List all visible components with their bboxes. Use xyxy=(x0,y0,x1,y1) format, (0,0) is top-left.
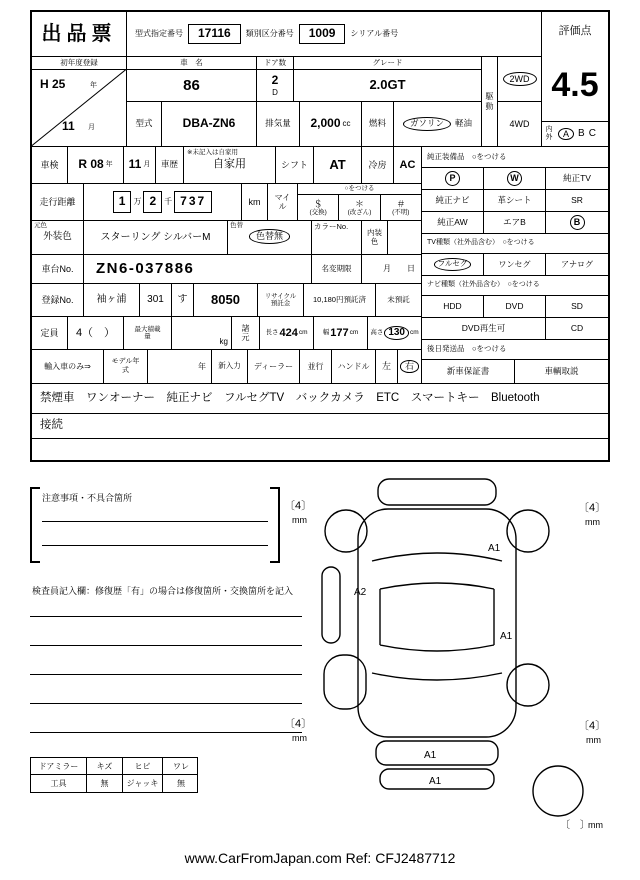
tread-bottom-left-unit: mm xyxy=(292,733,307,743)
width-unit: cm xyxy=(349,329,359,337)
grade-c: C xyxy=(588,128,596,140)
handle-left: 左 xyxy=(376,350,398,384)
mile-opt-tampered xyxy=(339,195,380,220)
shaken-label: 車検 xyxy=(32,147,68,184)
grade-a-circled: A xyxy=(558,128,574,140)
mile-opt-exchange xyxy=(298,195,339,220)
registration-label: 登録No. xyxy=(32,284,84,317)
writing-line-5 xyxy=(30,732,302,733)
roof-front-line xyxy=(380,583,494,589)
model-value: DBA-ZN6 xyxy=(162,102,257,147)
grade-header: グレード xyxy=(294,57,482,70)
import-only-label: 輸入車のみ⇒ xyxy=(32,350,104,384)
tread-bottom-right-unit: mm xyxy=(586,735,601,745)
car-outline-group xyxy=(322,479,583,816)
shaken-year-value: R 08 xyxy=(78,157,104,172)
notes-left-bracket xyxy=(30,487,40,563)
rear-deck-line xyxy=(372,673,502,680)
rear-window-top-line xyxy=(380,645,494,651)
color-change-none-circled: 色替無 xyxy=(249,229,290,243)
man-unit: 万 xyxy=(133,197,142,207)
name-change-label xyxy=(312,255,362,284)
equip-airbag: エアB xyxy=(484,212,546,234)
spare-tire-circle xyxy=(533,766,583,816)
break-label: ワレ xyxy=(173,761,189,771)
handle-right-cell xyxy=(398,350,422,384)
drive-options xyxy=(498,57,541,146)
shift-value: AT xyxy=(314,147,362,184)
displacement-value: 2,000 xyxy=(310,116,341,131)
color-change-cell xyxy=(228,221,312,255)
fuel-label: 燃料 xyxy=(362,102,394,147)
model-label: 型式 xyxy=(127,102,162,147)
shaken-year-unit: 年 xyxy=(105,160,113,168)
ac-value: AC xyxy=(394,147,422,184)
watermark-footer: www.CarFromJapan.com Ref: CFJ2487712 xyxy=(184,850,456,866)
load-label-cell xyxy=(124,317,172,350)
mile-label-text: マイル xyxy=(274,192,291,211)
front-left-wheel xyxy=(325,510,367,552)
equip-genuine-aw: 純正AW xyxy=(422,212,484,234)
exterior-color-value: スターリング シルバーM xyxy=(84,221,228,255)
tv-one-seg: ワンセグ xyxy=(484,254,546,276)
tools-table-row2 xyxy=(31,775,197,792)
name-change-value: 月 日 xyxy=(362,255,422,284)
inspector-note: 検査員記入欄：修復歴「有」の場合は修復箇所・交換箇所を記入 xyxy=(32,586,294,596)
doors-value: 2 xyxy=(271,73,279,87)
rear-bumper-shape xyxy=(376,741,498,765)
navi-dvd: DVD xyxy=(484,296,546,318)
grade-value: 2.0GT xyxy=(294,70,482,102)
interior-color-label-cell xyxy=(362,221,388,255)
tread-top-left-unit: mm xyxy=(292,515,307,525)
mile-opt1-symbol: ＄ xyxy=(313,198,323,209)
shaken-year-cell xyxy=(68,147,124,184)
model-year-value-cell: 年 xyxy=(148,350,212,384)
class-code-value: 1009 xyxy=(299,24,346,44)
fuel-gasoline-circled: ガソリン xyxy=(403,117,451,131)
parallel-cell: 並行 xyxy=(300,350,332,384)
score-label: 評価点 xyxy=(558,24,592,37)
notes-line-2 xyxy=(42,545,268,546)
mileage-rest-digits: 737 xyxy=(174,191,212,213)
registration-number: 8050 xyxy=(194,284,258,317)
height-value-circled: 130 xyxy=(384,326,409,340)
model-designation-value: 17116 xyxy=(188,24,241,44)
color-change-label: 色替 xyxy=(230,222,243,229)
width-cell xyxy=(314,317,368,350)
inout-label: 内外 xyxy=(545,125,553,141)
score-value: 4.5 xyxy=(542,50,608,122)
history-value: 自家用 xyxy=(213,158,246,171)
cc-unit: cc xyxy=(342,119,351,129)
dimensions-label-cell xyxy=(232,317,260,350)
notes-line-1 xyxy=(42,521,268,522)
car-name-header: 車 名 xyxy=(127,57,257,70)
chassis-label: 車台No. xyxy=(32,255,84,284)
color-no-label: カラーNo. xyxy=(314,222,349,231)
shift-label: シフト xyxy=(276,147,314,184)
width-value: 177 xyxy=(330,326,349,339)
equip-sunroof: SR xyxy=(546,190,608,212)
circled-p: P xyxy=(445,171,460,186)
sales-points-line2: 接続 xyxy=(32,414,608,439)
car-top-view-diagram xyxy=(282,473,622,835)
shaken-month-unit: 月 xyxy=(143,160,151,168)
mile-opt3-sub: (不明) xyxy=(392,208,410,216)
mile-opt1-sub: (交換) xyxy=(309,208,327,216)
notes-title: 注意事項・不具合箇所 xyxy=(42,493,133,503)
chassis-value: ZN6-037886 xyxy=(84,255,312,284)
panel-mark-a1-front: A1 xyxy=(488,543,501,554)
dealer-cell: ディーラー xyxy=(248,350,300,384)
fuel-diesel: 軽油 xyxy=(455,118,473,129)
recycle-deposited: 10,180円預託済 xyxy=(304,284,376,317)
circled-w: W xyxy=(507,171,522,186)
drive-2wd-box xyxy=(498,57,541,102)
mile-opt2-symbol: ＊ xyxy=(354,198,364,209)
later-shipping-header: 後日発送品 ○をつける xyxy=(422,340,608,360)
name-change-label-text: 名変期限 xyxy=(321,263,352,273)
base-color-label: 元色 xyxy=(34,222,47,229)
shaken-month-cell xyxy=(124,147,156,184)
form-title: 出品票 xyxy=(32,12,127,57)
tread-top-right-unit: mm xyxy=(585,517,600,527)
load-kg-cell: kg xyxy=(172,317,232,350)
displacement-label: 排気量 xyxy=(257,102,300,147)
interior-color-value-cell xyxy=(388,221,422,255)
sales-points-line1: 禁煙車 ワンオーナー 純正ナビ フルセグTV バックカメラ ETC スマートキー Bluetooth xyxy=(32,384,608,414)
height-label: 高さ xyxy=(370,329,384,337)
mile-label xyxy=(268,184,298,221)
serial-label: シリアル番号 xyxy=(350,29,399,39)
mile-options-cell xyxy=(298,184,422,221)
navi-sd: SD xyxy=(546,296,608,318)
drive-label-box xyxy=(482,57,498,146)
left-sill-panel xyxy=(322,567,340,643)
rear-left-wheel xyxy=(324,655,366,709)
drive-cell xyxy=(482,57,542,147)
tools-label: 工具 xyxy=(31,775,87,792)
tools-table-row1 xyxy=(31,758,197,775)
sen-unit: 千 xyxy=(164,197,173,207)
writing-line-2 xyxy=(30,645,302,646)
model-designation-label: 型式指定番号 xyxy=(135,29,183,39)
history-label: 車歴 xyxy=(156,147,184,184)
spare-tread-unit: mm xyxy=(588,820,603,830)
length-label: 長さ xyxy=(265,329,279,337)
first-registration-cell xyxy=(32,70,127,147)
full-seg-circled: フルセグ xyxy=(434,258,472,271)
height-unit: cm xyxy=(410,329,419,337)
length-unit: cm xyxy=(298,329,308,337)
scratch-label: キズ xyxy=(87,758,123,774)
exterior-color-label-cell xyxy=(32,221,84,255)
notes-box xyxy=(30,487,280,563)
mile-opt-unknown xyxy=(381,195,421,220)
first-registration-header: 初年度登録 xyxy=(32,57,127,70)
writing-line-4 xyxy=(30,703,302,704)
tread-bottom-right-value: 〔4〕 xyxy=(578,720,607,732)
recycle-label-cell xyxy=(258,284,304,317)
tools-none-value: 無 xyxy=(87,775,123,792)
exterior-color-label: 外装色 xyxy=(43,231,72,243)
dimensions-label: 諸元 xyxy=(241,323,250,342)
ac-label: 冷房 xyxy=(362,147,394,184)
drive-4wd-box xyxy=(498,102,541,146)
tv-full-seg-cell xyxy=(422,254,484,276)
load-label: 最大積載量 xyxy=(134,325,161,340)
spare-tread-brackets: 〔 〕 xyxy=(560,820,590,831)
first-reg-year-value: H 25 xyxy=(40,77,66,91)
grade-b: B xyxy=(578,128,585,140)
recycle-label: リサイクル預託金 xyxy=(264,292,297,307)
model-year-label-cell xyxy=(104,350,148,384)
panel-mark-a2-left: A2 xyxy=(354,587,367,598)
car-name-value: 86 xyxy=(127,70,257,102)
equip-power-steering-cell xyxy=(422,168,484,190)
km-unit: km xyxy=(242,184,268,221)
tread-top-right-value: 〔4〕 xyxy=(578,502,607,514)
tv-analog: アナログ xyxy=(546,254,608,276)
tools-table xyxy=(30,757,198,793)
tread-top-left-value: 〔4〕 xyxy=(284,500,313,512)
navi-type-header: ナビ種類（社外品含む） ○をつける xyxy=(422,276,608,296)
equip-b-cell xyxy=(546,212,608,234)
history-cell xyxy=(184,147,276,184)
equip-power-window-cell xyxy=(484,168,546,190)
displacement-cell xyxy=(300,102,362,147)
tv-type-header: TV種類（社外品含む） ○をつける xyxy=(422,234,608,254)
mileage-digits-cell xyxy=(84,184,242,221)
fuel-cell xyxy=(394,102,482,147)
equip-genuine-navi: 純正ナビ xyxy=(422,190,484,212)
notes-right-bracket xyxy=(270,487,280,563)
windshield-top-line xyxy=(372,553,502,561)
mileage-sen-digit: 2 xyxy=(143,191,162,213)
writing-line-1 xyxy=(30,616,302,617)
history-note: ※未記入は自家用 xyxy=(187,149,238,156)
jack-label: ジャッキ xyxy=(123,775,163,792)
doors-header: ドア数 xyxy=(257,57,294,70)
panel-mark-a1-rear-lower: A1 xyxy=(429,776,442,787)
front-right-wheel xyxy=(507,510,549,552)
equip-leather-seat: 革シート xyxy=(484,190,546,212)
tread-bottom-left-value: 〔4〕 xyxy=(284,718,313,730)
sales-points-empty-line xyxy=(32,439,608,460)
panel-mark-a1-rear-upper: A1 xyxy=(424,750,437,761)
doors-cell xyxy=(257,70,294,102)
recycle-not-deposited: 未預託 xyxy=(376,284,422,317)
equipment-header: 純正装備品 ○をつける xyxy=(422,147,608,168)
first-reg-year-unit: 年 xyxy=(90,82,97,89)
writing-line-3 xyxy=(30,674,302,675)
mile-opt2-sub: (改ざん) xyxy=(347,208,372,216)
mileage-label: 走行距離 xyxy=(32,184,84,221)
length-cell xyxy=(260,317,314,350)
shaken-month-value: 11 xyxy=(128,157,142,172)
mile-options-row xyxy=(298,195,421,220)
drive-2wd-circled: 2WD xyxy=(503,72,537,86)
first-reg-month-value: 11 xyxy=(62,119,75,133)
drive-4wd: 4WD xyxy=(509,118,530,129)
new-car-warranty-book: 新車保証書 xyxy=(422,360,515,384)
circled-b: B xyxy=(570,215,585,230)
drive-label: 駆動 xyxy=(485,92,494,111)
navi-hdd: HDD xyxy=(422,296,484,318)
registration-class: 301 xyxy=(140,284,172,317)
capacity-value: 4（ ） xyxy=(68,317,124,350)
color-no-cell xyxy=(312,221,362,255)
handle-right-circled: 右 xyxy=(400,360,419,372)
doors-unit: D xyxy=(272,87,278,97)
crack-label: ヒビ xyxy=(123,758,163,774)
length-value: 424 xyxy=(279,326,298,339)
height-cell xyxy=(368,317,422,350)
width-label: 幅 xyxy=(322,329,330,337)
first-reg-month-unit: 月 xyxy=(88,124,95,131)
capacity-label: 定員 xyxy=(32,317,68,350)
model-year-label: モデル年式 xyxy=(111,358,140,374)
auction-form xyxy=(30,10,610,462)
equip-genuine-tv: 純正TV xyxy=(546,168,608,190)
door-mirror-label: ドアミラー xyxy=(31,758,87,774)
designation-strip xyxy=(127,12,542,57)
dvd-playable: DVD再生可 xyxy=(422,318,546,340)
mile-opt3-symbol: ＃ xyxy=(396,198,406,209)
class-code-label: 類別区分番号 xyxy=(245,29,294,39)
mileage-man-digit: 1 xyxy=(113,191,132,213)
registration-kana: す xyxy=(172,284,194,317)
diagram-labels-group xyxy=(284,499,606,831)
vehicle-manual: 車輌取説 xyxy=(515,360,608,384)
front-bumper-shape xyxy=(378,479,496,505)
mile-mark-note: ○をつける xyxy=(298,184,421,195)
new-entry-cell: 新入力 xyxy=(212,350,248,384)
interior-color-label: 内装色 xyxy=(367,227,382,246)
cd-cell: CD xyxy=(546,318,608,340)
registration-area: 袖ヶ浦 xyxy=(84,284,140,317)
panel-mark-a1-right: A1 xyxy=(500,631,513,642)
handle-label: ハンドル xyxy=(332,350,376,384)
rear-right-wheel xyxy=(507,664,549,706)
interior-exterior-grade-row xyxy=(542,122,608,147)
jack-none-value: 無 xyxy=(177,779,185,788)
